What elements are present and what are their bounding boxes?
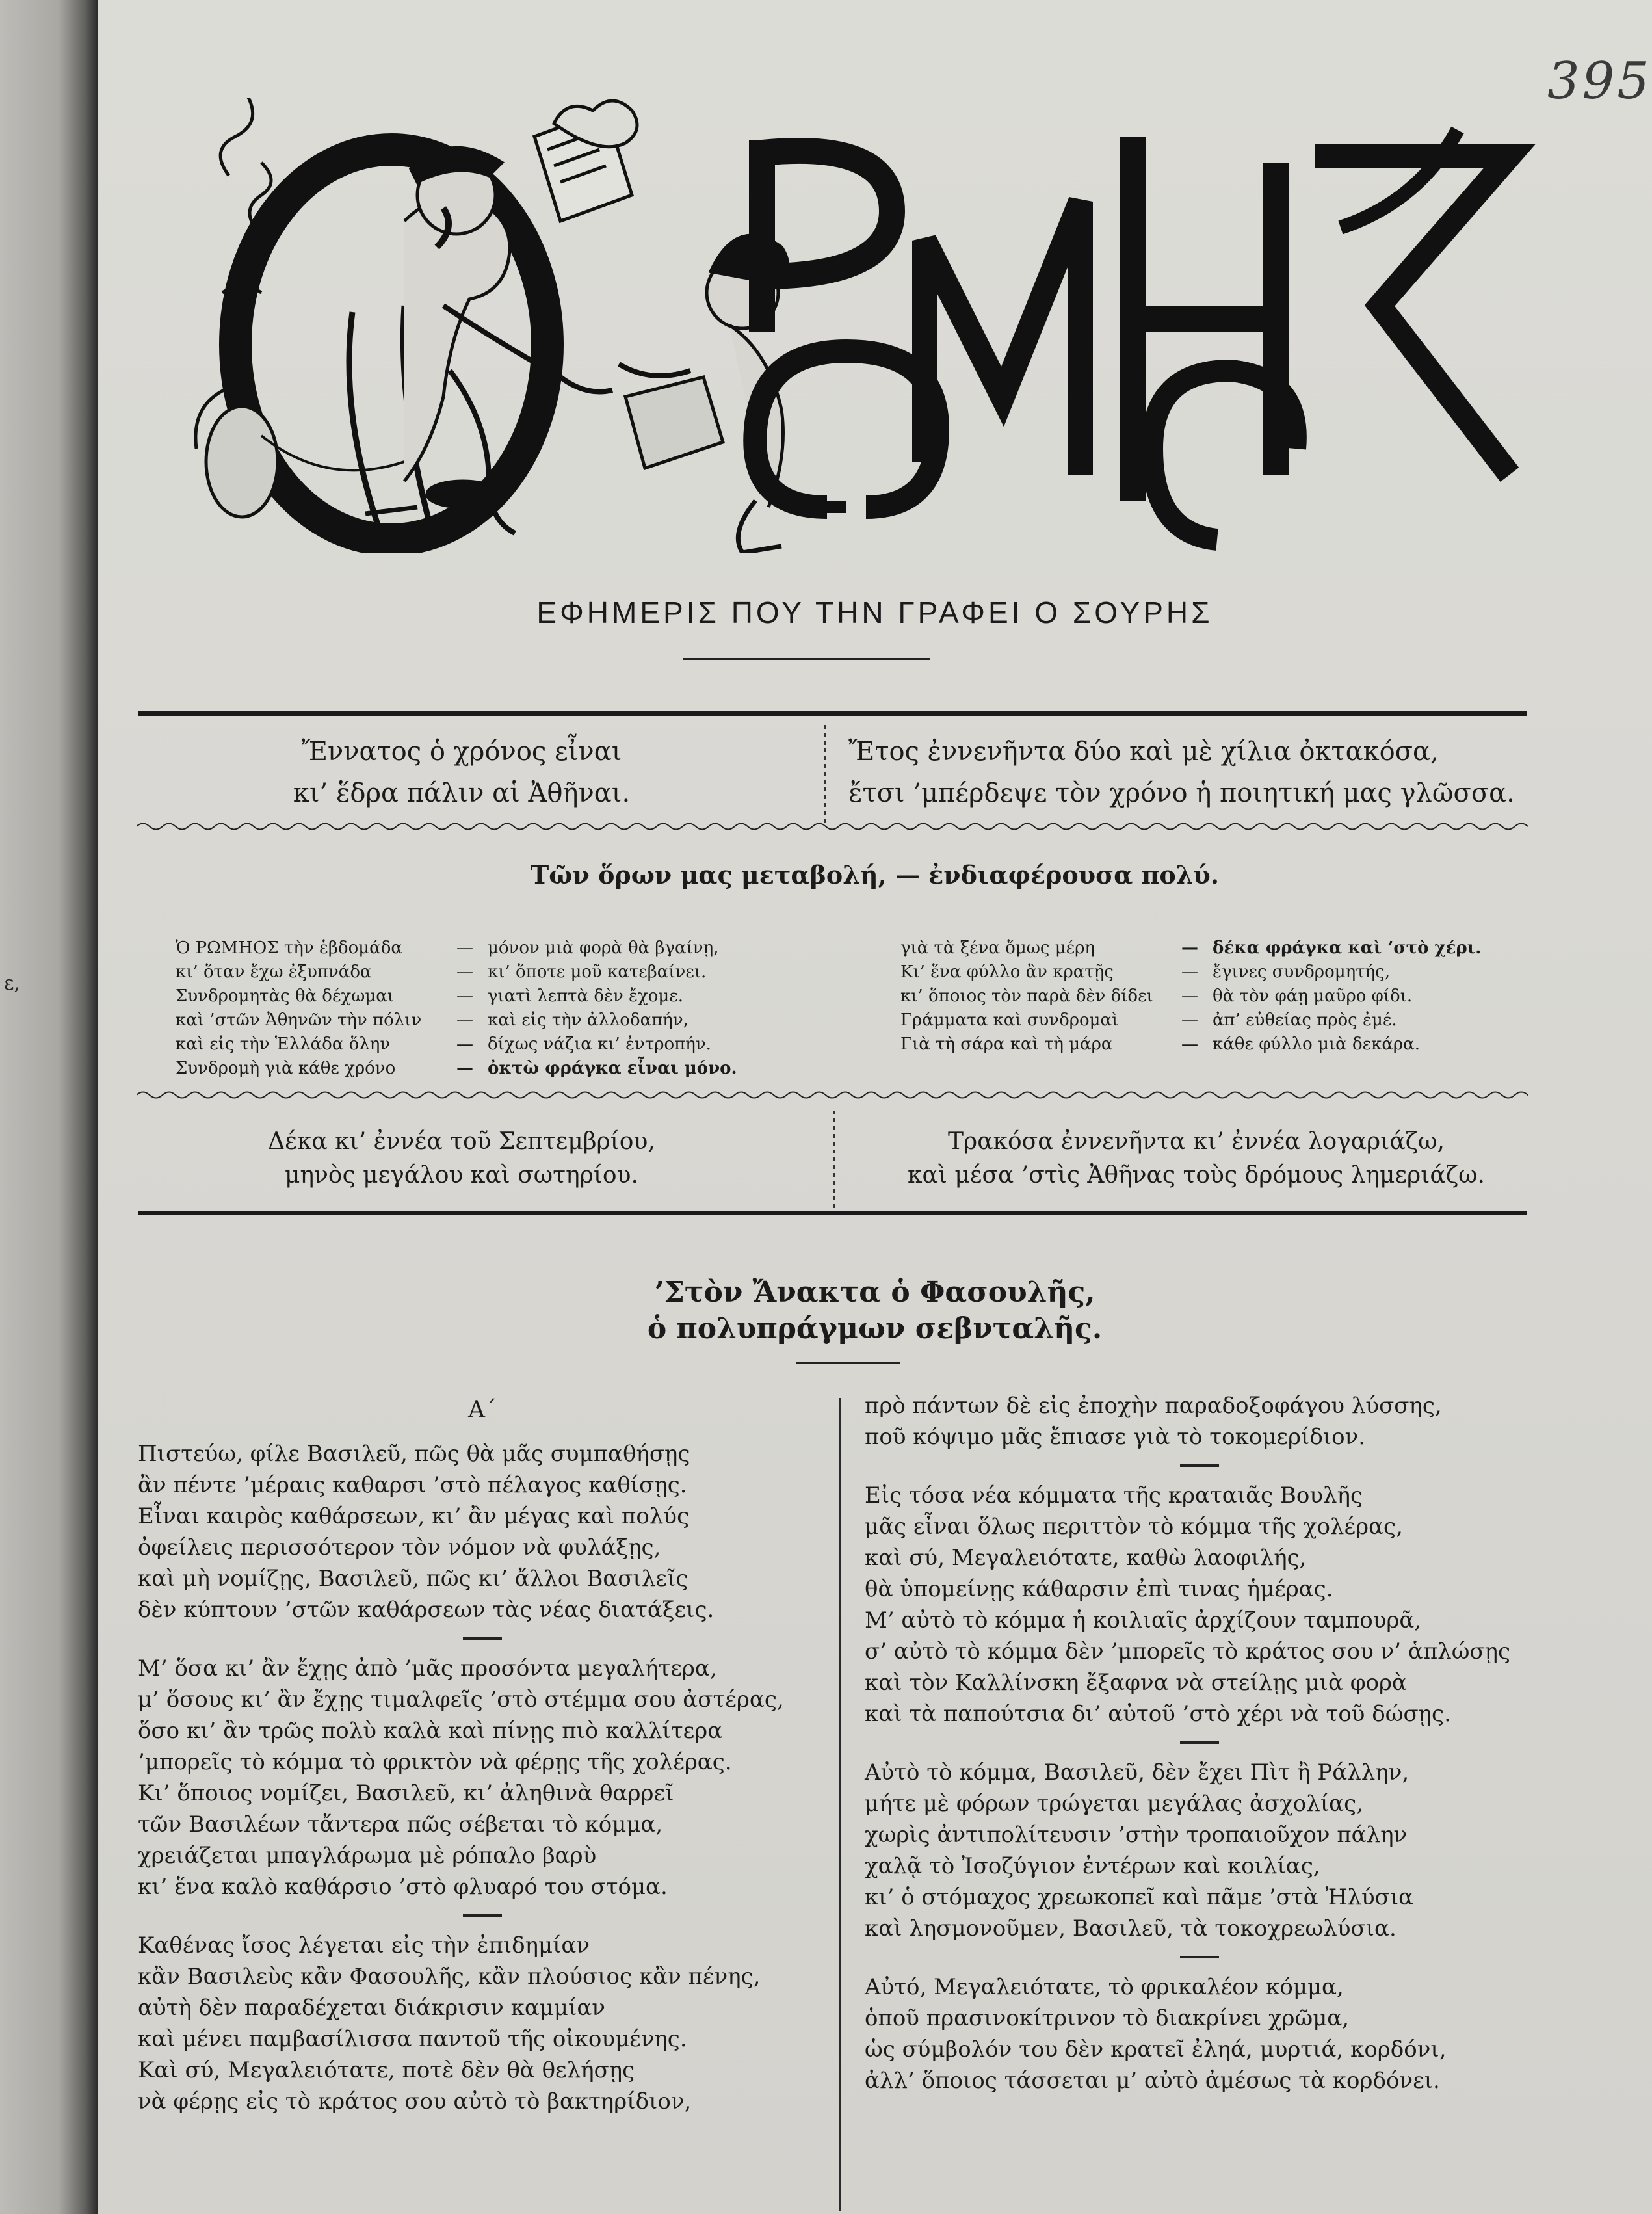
terms-row-dash: —: [456, 986, 473, 1006]
poem-line: τῶν Βασιλέων τἄντερα πῶς σέβεται τὸ κόμμα,: [138, 1812, 663, 1838]
stanza-separator: [1180, 1464, 1219, 1467]
poem-line: μᾶς εἶναι ὅλως περιττὸν τὸ κόμμα τῆς χολέρας,: [865, 1514, 1403, 1540]
poem-left-column: [138, 1438, 846, 2117]
poem-line: πρὸ πάντων δὲ εἰς ἐποχὴν παραδοξοφάγου λύσσης,: [865, 1393, 1442, 1419]
terms-row-left: κι’ ὅταν ἔχω ἐξυπνάδα: [176, 962, 372, 982]
terms-row-left: καὶ εἰς τὴν Ἑλλάδα ὅλην: [176, 1035, 391, 1054]
column-divider: [839, 1398, 841, 2211]
poem-line: μ’ ὅσους κι’ ἂν ἔχῃς τιμαλφεῖς ’στὸ στέμμα σου ἀστέρας,: [138, 1687, 784, 1713]
terms-row-dash: —: [456, 1035, 473, 1054]
terms-row-right: κάθε φύλλο μιὰ δεκάρα.: [1213, 1035, 1421, 1054]
top-rule: [138, 711, 1527, 716]
poem-line: καὶ τὰ παπούτσια δι’ αὐτοῦ ’στὸ χέρι νὰ τοῦ δώσῃς.: [865, 1701, 1451, 1727]
poem-line: χωρὶς ἀντιπολίτευσιν ’στὴν τροπαιοῦχον πάλην: [865, 1822, 1408, 1848]
poem-line: ποῦ κόψιμο μᾶς ἔπιασε γιὰ τὸ τοκομερίδιον.: [865, 1424, 1366, 1450]
masthead-subtitle: ΕΦΗΜΕΡΙΣ ΠΟΥ ΤΗΝ ΓΡΑΦΕΙ Ο ΣΟΥΡΗΣ: [536, 596, 1213, 629]
date-box-divider: [824, 725, 826, 823]
poem-line: ἂν πέντε ’μέραις καθαρσι ’στὸ πέλαγος καθίσῃς.: [138, 1472, 687, 1498]
article-title: [98, 1274, 1652, 1347]
terms-row: [176, 1008, 826, 1033]
poem-line: καὶ τὸν Καλλίνσκη ἔξαφνα νὰ στείλῃς μιὰ φορὰ: [865, 1670, 1407, 1696]
terms-row-right: γιατὶ λεπτὰ δὲν ἔχομε.: [488, 986, 684, 1006]
poem-line: ’μπορεῖς τὸ κόμμα τὸ φρικτὸν νὰ φέρῃς τῆς χολέρας.: [138, 1749, 732, 1775]
terms-row-left: Γιὰ τὴ σάρα καὶ τὴ μάρα: [900, 1035, 1113, 1054]
terms-row: [176, 1057, 826, 1081]
edge-mark: ε,: [4, 972, 21, 995]
date-box-left: [163, 731, 761, 814]
issue-box-left: [163, 1125, 761, 1193]
poem-line: κἂν Βασιλεὺς κἂν Φασουλῆς, κἂν πλούσιος κἂν πένης,: [138, 1964, 761, 1990]
terms-row-dash: —: [1181, 986, 1198, 1006]
terms-right-column: [900, 936, 1551, 1057]
poem-line: χρειάζεται μπαγλάρωμα μὲ ρόπαλο βαρὺ: [138, 1843, 597, 1869]
date-right-line-2: ἔτσι ’μπέρδεψε τὸν χρόνο ἡ ποιητική μας γλῶσσα.: [848, 778, 1515, 808]
poem-right-column: [865, 1390, 1554, 2096]
terms-row-right: κι’ ὅποτε μοῦ κατεβαίνει.: [488, 962, 707, 982]
poem-line: κι’ ὁ στόμαχος χρεωκοπεῖ καὶ πᾶμε ’στὰ Ἠλύσια: [865, 1884, 1414, 1910]
terms-row-right: καὶ εἰς τὴν ἀλλοδαπήν,: [488, 1010, 688, 1030]
wavy-rule-1: [137, 821, 1528, 832]
terms-row-right: ἀπ’ εὐθείας πρὸς ἐμέ.: [1213, 1010, 1397, 1030]
poem-line: καὶ λησμονοῦμεν, Βασιλεῦ, τὰ τοκοχρεωλύσια.: [865, 1916, 1396, 1942]
terms-row-left: Κι’ ἕνα φύλλο ἂν κρατῇς: [900, 962, 1114, 982]
poem-line: Αὐτό, Μεγαλειότατε, τὸ φρικαλέον κόμμα,: [865, 1974, 1344, 2000]
poem-line: ἀλλ’ ὅποιος τάσσεται μ’ αὐτὸ ἀμέσως τὰ κορδόνει.: [865, 2068, 1440, 2094]
poem-line: Μ’ αὐτὸ τὸ κόμμα ἡ κοιλιαῖς ἀρχίζουν ταμπουρᾶ,: [865, 1607, 1422, 1633]
poem-line: σ’ αὐτὸ τὸ κόμμα δὲν ’μπορεῖς τὸ κράτος σου ν’ ἁπλώσῃς: [865, 1639, 1511, 1665]
terms-row-dash: —: [456, 962, 473, 982]
terms-row-left: Γράμματα καὶ συνδρομαὶ: [900, 1010, 1119, 1030]
poem-line: ὁποῦ πρασινοκίτρινον τὸ διακρίνει χρῶμα,: [865, 2005, 1350, 2031]
article-title-line-1: ’Στὸν Ἄνακτα ὁ Φασουλῆς,: [654, 1276, 1095, 1309]
poem-line: Αὐτὸ τὸ κόμμα, Βασιλεῦ, δὲν ἔχει Πὶτ ἢ Ράλλην,: [865, 1759, 1409, 1786]
terms-row-left: Συνδρομητὰς θὰ δέχωμαι: [176, 986, 395, 1006]
poem-line: καὶ μὴ νομίζῃς, Βασιλεῦ, πῶς κι’ ἄλλοι Βασιλεῖς: [138, 1566, 688, 1592]
terms-row-left: γιὰ τὰ ξένα ὅμως μέρη: [900, 938, 1095, 958]
poem-line: Μ’ ὅσα κι’ ἂν ἔχῃς ἀπὸ ’μᾶς προσόντα μεγαλήτερα,: [138, 1655, 717, 1681]
poem-line: καὶ σύ, Μεγαλειότατε, καθὼ λαοφιλής,: [865, 1545, 1307, 1571]
issue-left-line-2: μηνὸς μεγάλου καὶ σωτηρίου.: [285, 1162, 638, 1189]
issue-right-line-1: Τρακόσα ἐννενῆντα κι’ ἐννέα λογαριάζω,: [948, 1128, 1445, 1155]
subtitle-rule: [683, 658, 930, 660]
terms-row: [900, 1033, 1551, 1057]
terms-row: [900, 1008, 1551, 1033]
terms-row-dash: —: [1181, 1010, 1198, 1030]
poem-line: ὅσο κι’ ἂν τρῶς πολὺ καλὰ καὶ πίνῃς πιὸ καλλίτερα: [138, 1718, 723, 1744]
article-title-rule: [796, 1362, 900, 1364]
terms-row-left: Ὁ ΡΩΜΗΟΣ τὴν ἑβδομάδα: [176, 938, 402, 958]
terms-row-dash: —: [1181, 1035, 1198, 1054]
poem-line: ὡς σύμβολόν του δὲν κρατεῖ ἐληά, μυρτιά, κορδόνι,: [865, 2036, 1447, 2062]
terms-row: [176, 960, 826, 984]
terms-row-left: καὶ ’στῶν Ἀθηνῶν τὴν πόλιν: [176, 1010, 422, 1030]
poem-line: Καθένας ἴσος λέγεται εἰς τὴν ἐπιδημίαν: [138, 1932, 590, 1958]
poem-line: αὐτὴ δὲν παραδέχεται διάκρισιν καμμίαν: [138, 1995, 605, 2021]
poem-line: δὲν κύπτουν ’στῶν καθάρσεων τὰς νέας διατάξεις.: [138, 1597, 715, 1623]
poem-line: κι’ ἕνα καλὸ καθάρσιο ’στὸ φλυαρό του στόμα.: [138, 1874, 668, 1900]
terms-row: [900, 960, 1551, 984]
terms-row-dash: —: [456, 938, 473, 958]
terms-row-right: δέκα φράγκα καὶ ’στὸ χέρι.: [1213, 938, 1482, 958]
masthead: [170, 98, 1549, 553]
terms-row-dash: —: [456, 1010, 473, 1030]
terms-row-dash: —: [456, 1059, 473, 1078]
poem-line: νὰ φέρῃς εἰς τὸ κράτος σου αὐτὸ τὸ βακτηρίδιον,: [138, 2089, 692, 2115]
poem-line: καὶ μένει παμβασίλισσα παντοῦ τῆς οἰκουμένης.: [138, 2026, 687, 2052]
issue-left-line-1: Δέκα κι’ ἐννέα τοῦ Σεπτεμβρίου,: [268, 1128, 655, 1155]
poem-line: Εἶναι καιρὸς καθάρσεων, κι’ ἂν μέγας καὶ πολύς: [138, 1503, 690, 1529]
poem-line: Εἰς τόσα νέα κόμματα τῆς κραταιᾶς Βουλῆς: [865, 1483, 1363, 1509]
terms-row-dash: —: [1181, 938, 1198, 958]
terms-row-dash: —: [1181, 962, 1198, 982]
terms-heading: Τῶν ὅρων μας μεταβολή, — ἐνδιαφέρουσα πολύ.: [531, 860, 1219, 890]
date-right-line-1: Ἔτος ἐννενῆντα δύο καὶ μὲ χίλια ὀκτακόσα,: [848, 737, 1439, 767]
poem-line: Πιστεύω, φίλε Βασιλεῦ, πῶς θὰ μᾶς συμπαθήσῃς: [138, 1441, 690, 1467]
poem-line: θὰ ὑπομείνῃς κάθαρσιν ἐπὶ τινας ἡμέρας.: [865, 1576, 1333, 1602]
poem-line: χαλᾷ τὸ Ἰσοζύγιον ἐντέρων καὶ κοιλίας,: [865, 1853, 1320, 1879]
terms-row-right: μόνον μιὰ φορὰ θὰ βγαίνῃ,: [488, 938, 719, 958]
poem-line: ὀφείλεις περισσότερον τὸν νόμον νὰ φυλάξῃς,: [138, 1535, 661, 1561]
poem-line: μήτε μὲ φόρων τρώγεται μεγάλας ἀσχολίας,: [865, 1791, 1363, 1817]
terms-row: [900, 936, 1551, 960]
terms-row-left: Συνδρομὴ γιὰ κάθε χρόνο: [176, 1059, 396, 1078]
stanza-separator: [463, 1914, 502, 1917]
terms-row-right: δίχως νάζια κι’ ἐντροπήν.: [488, 1035, 711, 1054]
terms-row-right: ὀκτὼ φράγκα εἶναι μόνο.: [488, 1059, 737, 1078]
stanza-separator: [463, 1637, 502, 1640]
masthead-artwork: [170, 98, 1549, 553]
terms-row-right: ἔγινες συνδρομητής,: [1213, 962, 1390, 982]
date-left-line-1: Ἔννατος ὁ χρόνος εἶναι: [301, 737, 622, 767]
terms-row: [176, 936, 826, 960]
terms-row: [176, 984, 826, 1008]
date-left-line-2: κι’ ἕδρα πάλιν αἱ Ἀθῆναι.: [293, 778, 631, 808]
poem-line: Κι’ ὅποιος νομίζει, Βασιλεῦ, κι’ ἀληθινὰ θαρρεῖ: [138, 1780, 674, 1806]
archive-number: 395: [1547, 52, 1652, 111]
left-page-edge: [0, 0, 98, 2214]
stanza-separator: [1180, 1956, 1219, 1958]
section-label: Α΄: [468, 1397, 497, 1423]
issue-right-line-2: καὶ μέσα ’στὶς Ἀθῆνας τοὺς δρόμους λημεριάζω.: [908, 1162, 1485, 1189]
terms-row: [900, 984, 1551, 1008]
terms-row: [176, 1033, 826, 1057]
issue-box-divider: [833, 1111, 835, 1208]
poem-line: Καὶ σύ, Μεγαλειότατε, ποτὲ δὲν θὰ θελήσῃς: [138, 2057, 635, 2083]
bottom-rule: [138, 1211, 1527, 1215]
stanza-separator: [1180, 1741, 1219, 1744]
article-title-line-2: ὁ πολυπράγμων σεβνταλῆς.: [647, 1312, 1103, 1345]
terms-row-right: θὰ τὸν φάῃ μαῦρο φίδι.: [1213, 986, 1413, 1006]
issue-box-right: [858, 1125, 1534, 1193]
newspaper-page: [98, 0, 1652, 2214]
terms-row-left: κι’ ὅποιος τὸν παρὰ δὲν δίδει: [900, 986, 1153, 1006]
terms-left-column: [176, 936, 826, 1081]
date-box-right: [848, 731, 1538, 814]
wavy-rule-2: [137, 1089, 1528, 1101]
